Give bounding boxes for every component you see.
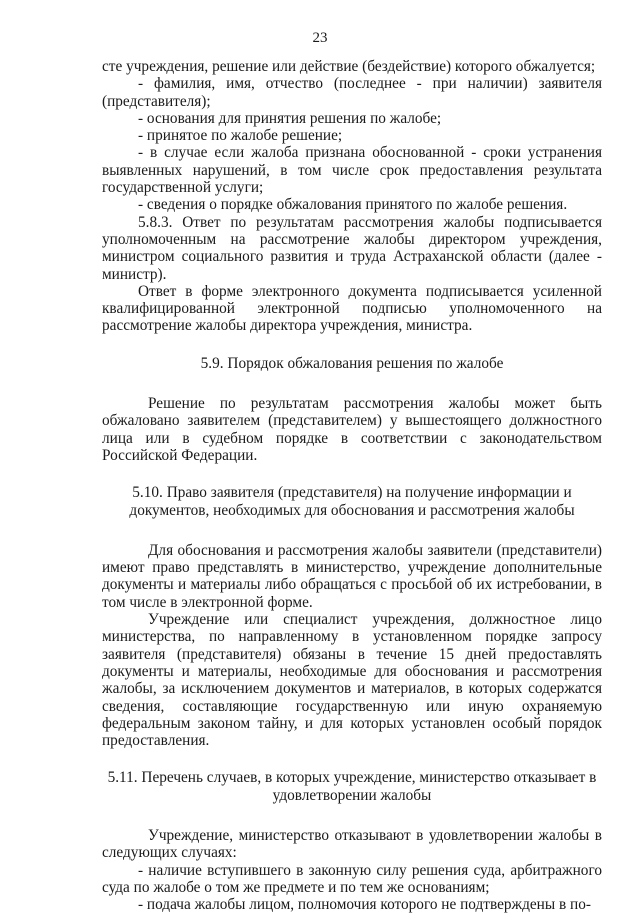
list-item: - подача жалобы лицом, полномочия которого не подтверждены в по- [138, 896, 591, 913]
list-item: - фамилия, имя, отчество (последнее - при наличии) заявителя (представителя); [102, 75, 602, 110]
section-heading: 5.11. Перечень случаев, в которых учреждение, министерство отказывает в удовлетворении жалобы [107, 769, 597, 804]
list-item: - принятое по жалобе решение; [138, 127, 343, 145]
paragraph: Учреждение или специалист учреждения, должностное лицо министерства, по направленному в установленном порядке запросу заявителя (представителя) обязаны в течение 15 дней предоставлять документы и материалы, необходимые для обоснования и рассмотрения жалобы, за исключением документов и материалов, в которых содержатся сведения, составляющие государственную или иную охраняемую федеральным законом тайну, и для которых установлен особый порядок предоставления. [102, 611, 602, 750]
list-item: - основания для принятия решения по жалобе; [138, 109, 442, 127]
page-number: 23 [312, 30, 328, 46]
paragraph: Для обоснования и рассмотрения жалобы заявители (представители) имеют право представлять в министерство, учреждение дополнительные документы и материалы либо обращаться с просьбой об их истребовании, в том числе в электронной форме. [102, 541, 602, 611]
list-item: - наличие вступившего в законную силу решения суда, арбитражного суда по жалобе о том же предмете и по тем же основаниям; [102, 861, 602, 896]
section-heading: 5.9. Порядок обжалования решения по жалобе [200, 354, 504, 372]
paragraph: сте учреждения, решение или действие (бездействие) которого обжалуется; [102, 58, 596, 75]
paragraph: 5.8.3. Ответ по результатам рассмотрения жалобы подписывается уполномоченным на рассмотрение жалобы директором учреждения, министром социального развития и труда Астраханской области (далее - министр). [102, 213, 602, 283]
page-body [102, 58, 602, 913]
section-heading: 5.10. Право заявителя (представителя) на получение информации и документов, необходимых для обоснования и рассмотрения жалобы [129, 484, 575, 519]
paragraph: Учреждение, министерство отказывают в удовлетворении жалобы в следующих случаях: [102, 826, 602, 862]
list-item: - сведения о порядке обжалования принятого по жалобе решения. [138, 196, 568, 214]
paragraph: Ответ в форме электронного документа подписывается усиленной квалифицированной электронной подписью уполномоченного на рассмотрение жалобы директора учреждения, министра. [102, 282, 602, 335]
list-item: - в случае если жалоба признана обоснованной - сроки устранения выявленных нарушений, в том числе срок предоставления результата государственной услуги; [102, 144, 602, 197]
paragraph: Решение по результатам рассмотрения жалобы может быть обжаловано заявителем (представителем) у вышестоящего должностного лица или в судебном порядке в соответствии с законодательством Российской Федерации. [102, 395, 602, 464]
